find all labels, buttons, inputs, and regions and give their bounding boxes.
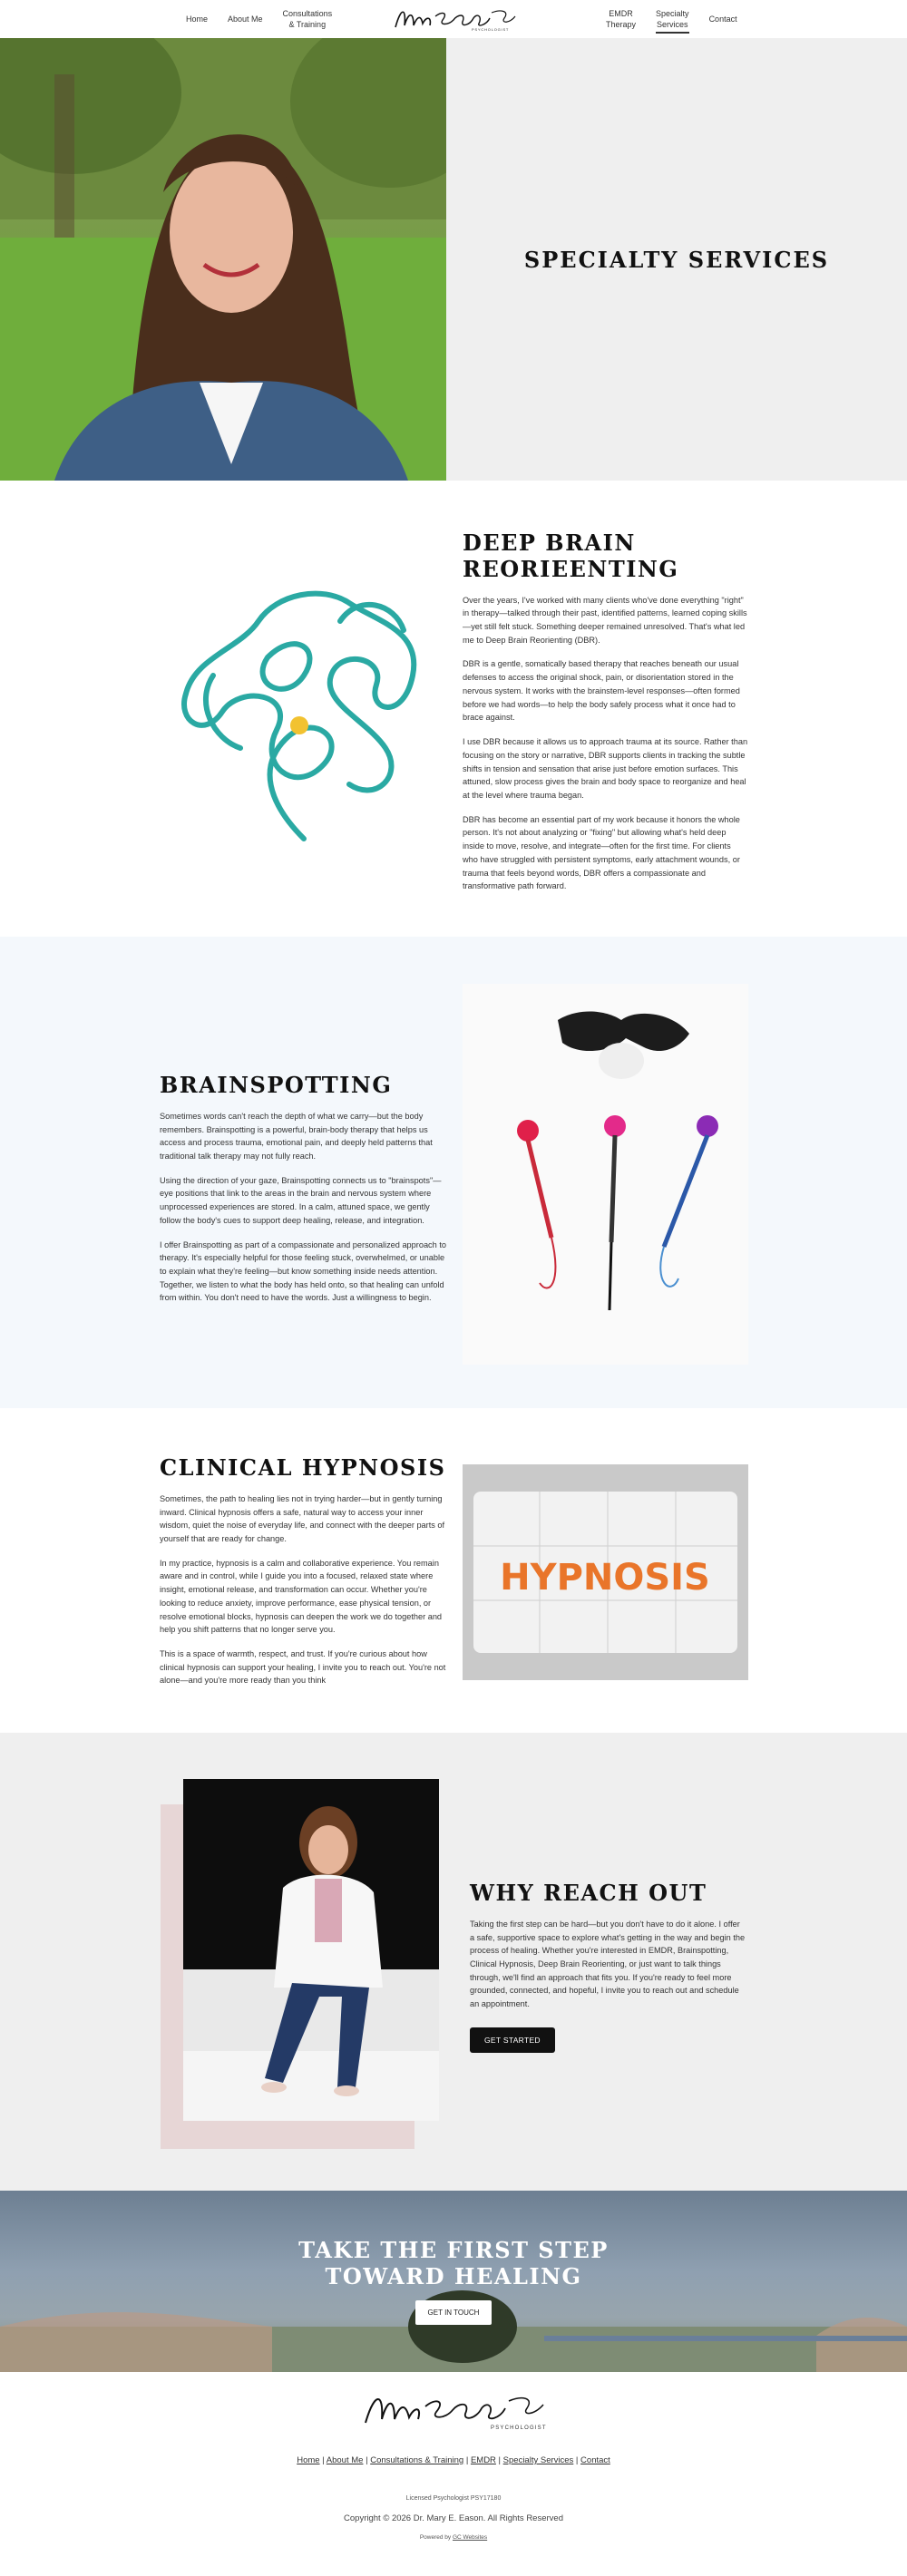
site-logo[interactable]	[388, 4, 521, 34]
nav-right	[606, 0, 737, 38]
brainspotting-paragraph: Using the direction of your gaze, Brainspotting connects us to "brainspots"—eye positions that link to the areas in the brain and nervous system where unprocessed experiences are stored. In a calm, attuned space, we gently follow the body's cues to support deep healing, release, and integration.	[160, 1175, 442, 1225]
hypnosis-paragraph: Sometimes, the path to healing lies not in trying harder—but in gently turning inward. Clinical hypnosis offers a safe, natural way to access your inner wisdom, quiet the noise of everyday life, and connect with the deeper parts of yourself that are ready for change.	[160, 1493, 445, 1543]
brainspotting-paragraph: I offer Brainspotting as part of a compassionate and personalized approach to therapy. It's especially helpful for those feeling stuck, overwhelmed, or unable to explain what they're feeling—but know something inside needs attention. Together, we listen to what the body has held onto, so that healing can unfold from within. You don't need to have the words. Just a willingness to begin.	[160, 1239, 446, 1303]
footer-link-specialty-services[interactable]: Specialty Services	[502, 2455, 574, 2465]
footer-link-consultations[interactable]: Consultations & Training	[370, 2455, 464, 2465]
brainspotting-heading: BRAINSPOTTING	[160, 1072, 393, 1098]
nav-contact[interactable]: Contact	[708, 14, 737, 24]
powered-by-prefix: Powered by	[419, 2534, 452, 2541]
dbr-heading: DEEP BRAIN REORIEENTING	[463, 530, 679, 582]
hero-title-panel	[446, 38, 907, 481]
hypnosis-paragraph: This is a space of warmth, respect, and trust. If you're curious about how clinical hypnosis can support your healing, I invite you to reach out. You're not alone—and you're more ready than you think	[160, 1648, 446, 1686]
cta-heading: TAKE THE FIRST STEP TOWARD HEALING	[298, 2236, 609, 2289]
dbr-paragraph: Over the years, I've worked with many clients who've done everything "right" in therapy—talked through their past, identified patterns, learned coping skills—yet still felt stuck. Something deeper remained unresolved. That's what led me to Deep Brain Reorienting (DBR).	[463, 595, 747, 645]
brainspotting-paragraph: Sometimes words can't reach the depth of what we carry—but the body remembers. Brainspotting is a powerful, brain-body therapy that helps us access and process trauma, emotional pain, and deeply held patterns that traditional talk therapy may not fully reach.	[160, 1111, 433, 1161]
brainspotting-text-block	[160, 1073, 446, 1305]
footer-link-about[interactable]: About Me	[326, 2455, 364, 2465]
dbr-text-block	[463, 530, 748, 893]
reach-out-heading: WHY REACH OUT	[470, 1880, 707, 1906]
nav-left	[186, 0, 332, 38]
page-title: SPECIALTY SERVICES	[523, 246, 830, 273]
hero-section	[0, 38, 907, 481]
hypnosis-heading: CLINICAL HYPNOSIS	[160, 1454, 446, 1481]
reach-out-section	[0, 1733, 907, 2191]
hero-portrait-photo	[0, 38, 446, 481]
get-started-button[interactable]: GET STARTED	[470, 2027, 555, 2053]
site-footer	[0, 2372, 907, 2568]
get-in-touch-button[interactable]: GET IN TOUCH	[415, 2300, 493, 2325]
footer-link-contact[interactable]: Contact	[580, 2455, 610, 2465]
dbr-paragraph: DBR is a gentle, somatically based therapy that reaches beneath our usual defenses to access the original shock, pain, or disorientation stored in the nervous system. It works with the brainstem-level responses—often formed before we had words—to help the body safely process what it once had to brace against.	[463, 659, 740, 723]
reach-out-portrait-photo	[183, 1779, 439, 2121]
dbr-section	[0, 481, 907, 937]
powered-by-link[interactable]: GC Websites	[452, 2534, 488, 2541]
reach-out-paragraph: Taking the first step can be hard—but you don't have to do it alone. I offer a safe, supportive space to explore what's getting in the way and begin the process of healing. Whether you're interested in EMDR, Brainspotting, Clinical Hypnosis, Deep Brain Reorienting, or just want to talk things through, we'll find an approach that fits you. If you're ready to feel more grounded, connected, and hopeful, I invite you to reach out and schedule an appointment.	[470, 1919, 746, 2009]
logo-subtitle: PSYCHOLOGIST	[472, 27, 510, 32]
powered-by	[0, 2534, 907, 2541]
nav-about[interactable]: About Me	[228, 14, 263, 24]
footer-logo-subtitle: PSYCHOLOGIST	[491, 2425, 547, 2431]
brain-line-art-illustration	[159, 567, 440, 857]
dbr-paragraph: I use DBR because it allows us to approach trauma at its source. Rather than focusing on the story or narrative, DBR supports clients in tracking the subtle shifts in tension and sensation that arise just before emotion surfaces. This attuned, slow process gives the brain and body space to reorganize and heal at the level where trauma began.	[463, 737, 748, 800]
hypnosis-image-text: HYPNOSIS	[500, 1557, 710, 1599]
top-nav	[0, 0, 907, 38]
hypnosis-paragraph: In my practice, hypnosis is a calm and collaborative experience. You remain aware and in control, while I guide you into a focused, relaxed state where insight, emotional release, and transformation can occur. Whether you're looking to reduce anxiety, improve performance, ease physical tension, or resolve emotional blocks, hypnosis can deepen the work we do together and help you shift patterns that no longer serve you.	[160, 1558, 443, 1635]
nav-home[interactable]: Home	[186, 14, 209, 24]
nav-consultations[interactable]: Consultations & Training	[282, 8, 333, 29]
footer-links: Home | About Me | Consultations & Training | EMDR | Specialty Services | Contact	[297, 2455, 610, 2465]
footer-link-home[interactable]: Home	[297, 2455, 320, 2465]
hypnosis-section	[0, 1408, 907, 1733]
reach-out-text-block	[470, 1881, 746, 2053]
footer-logo[interactable]	[358, 2386, 551, 2434]
nav-specialty-services[interactable]: Specialty Services	[656, 8, 689, 34]
cta-banner	[0, 2191, 907, 2372]
license-text: Licensed Psychologist PSY17180	[405, 2495, 502, 2502]
footer-link-emdr[interactable]: EMDR	[470, 2455, 496, 2465]
nav-emdr[interactable]: EMDR Therapy	[606, 8, 637, 29]
dbr-paragraph: DBR has become an essential part of my work because it honors the whole person. It's not about analyzing or "fixing" but allowing what's held deep inside to move, resolve, and integrate—often for the first time. For clients who have struggled with persistent symptoms, early attachment wounds, or trauma that feels beyond words, DBR offers a compassionate and transformative path forward.	[463, 814, 740, 891]
hypnosis-puzzle-image	[463, 1464, 748, 1680]
copyright-text: Copyright © 2026 Dr. Mary E. Eason. All Rights Reserved	[344, 2513, 563, 2523]
hypnosis-text-block	[160, 1455, 446, 1687]
brainspotting-pointers-photo	[463, 984, 748, 1365]
brainspotting-section	[0, 937, 907, 1408]
